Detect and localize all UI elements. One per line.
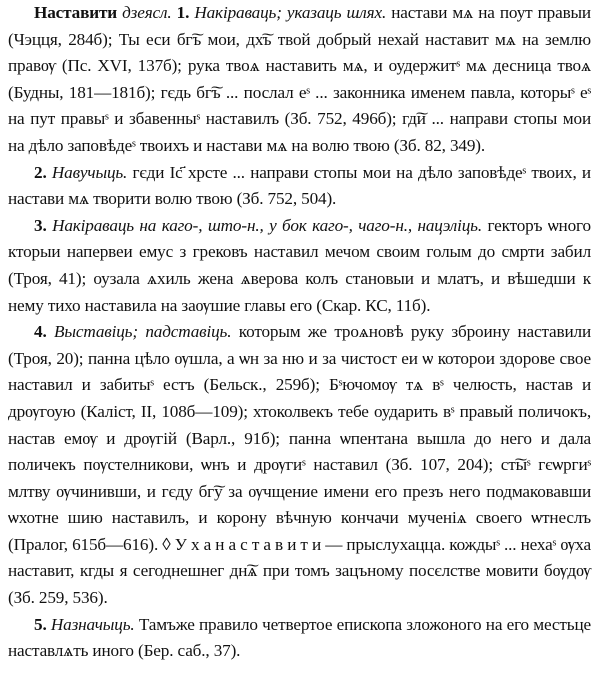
sense-number: 4. xyxy=(34,322,47,342)
sense-gloss: Накіраваць на каго-, што-н., у бок каго-, чаго-н., нацэліць. xyxy=(52,215,482,235)
sense-2 xyxy=(8,160,591,213)
sense-gloss: Навучыць. xyxy=(51,162,128,182)
sense-4 xyxy=(8,319,591,612)
sense-number: 1. xyxy=(176,3,190,22)
headword: Наставити xyxy=(34,3,118,22)
sense-number: 5. xyxy=(34,614,47,634)
sense-5 xyxy=(8,612,591,665)
sense-gloss: Накіраваць; указаць шлях. xyxy=(194,3,387,22)
sense-3 xyxy=(8,213,591,319)
part-of-speech: дзеясл. xyxy=(122,3,172,22)
sense-number: 3. xyxy=(34,215,47,235)
sense-citations: Тамъже правило четвертое епископа зложоного на его местьце наставлѧть иного (Бер. саб., 37). xyxy=(8,614,591,661)
sense-citations: настави мѧ на поут правыи (Чэцця, 284б); Ты еси бг͠ъ мои, дх͠ъ твой добрый нехай наставит мѧ на землю правѹ (Пс. XVI, 137б); рука твоѧ наставить мѧ, и оудержитˢ мѧ десница твоѧ (Будны, 181—181б); гєдь бг͠ъ ... послал еˢ ... законника именем павла, которыˢ еˢ на пут правыˢ и збавенныˢ наставилъ (Зб. 752, 496б); гд͠и ... направи стопы мои на дѣло заповѣдеˢ твоихъ и настави мѧ на волю твою (Зб. 82, 349). xyxy=(8,3,591,155)
sense-number: 2. xyxy=(34,162,47,182)
sense-1 xyxy=(8,0,591,160)
sense-citations: гекторъ ѡного кторыи напервеи емус з грековъ наставил мечом своим голым до смрти забил (Троя, 41); оузала ѧхиль жена ѧверова колъ становыи и млатъ, и вѣшедши к нему тихо наставила на заѹшие главы его (Скар. КС, 11б). xyxy=(8,215,591,315)
sense-gloss: Назначыць. xyxy=(50,614,135,634)
sense-citations: гєди Іс҃ хрсте ... направи стопы мои на дѣло заповѣдеˢ твоих, и настави мѧ творити волю твою (Зб. 752, 504). xyxy=(8,162,591,209)
sense-citations: которым же троѧновѣ руку зброину наставили (Троя, 20); панна цѣло ѹшла, а ѡн за ню и за чистост еи ѡ которои здорове свое наставил и забитыˢ естъ (Бельск., 259б); Бˢючомѹ тѧ вˢ челюсть, настав и дрѹгоую (Калiст, II, 108б—109); хтоколвекъ тебе оударить вˢ правый поличокъ, настав емѹ и дрѹгій (Варл., 91б); панна ѡпентана вышла до него и дала поличекъ пѹстелникови, ѡнъ и дрѹгиˢ наставил (Зб. 107, 204); ст͠ыˢ гєѡргиˢ млтву ѹчинивши, и гєду бг͠у за ѹчщение имени его презъ него подмаковавши ѡхотне шию наставилъ, и корону вѣчную кончачи мученіѧ своего ѡтнеслъ (Пралог, 615б—616). ◊ У х а н а с т а в и т и — прыслухацца. кождыˢ ... нехаˢ ѹха наставит, кгды я сегоднешнег дн͠ѧ при томъ зацъному посєлстве мовити бѹдѹ (Зб. 259, 536). xyxy=(8,322,591,608)
sense-gloss: Выставіць; падставіць. xyxy=(54,322,232,342)
